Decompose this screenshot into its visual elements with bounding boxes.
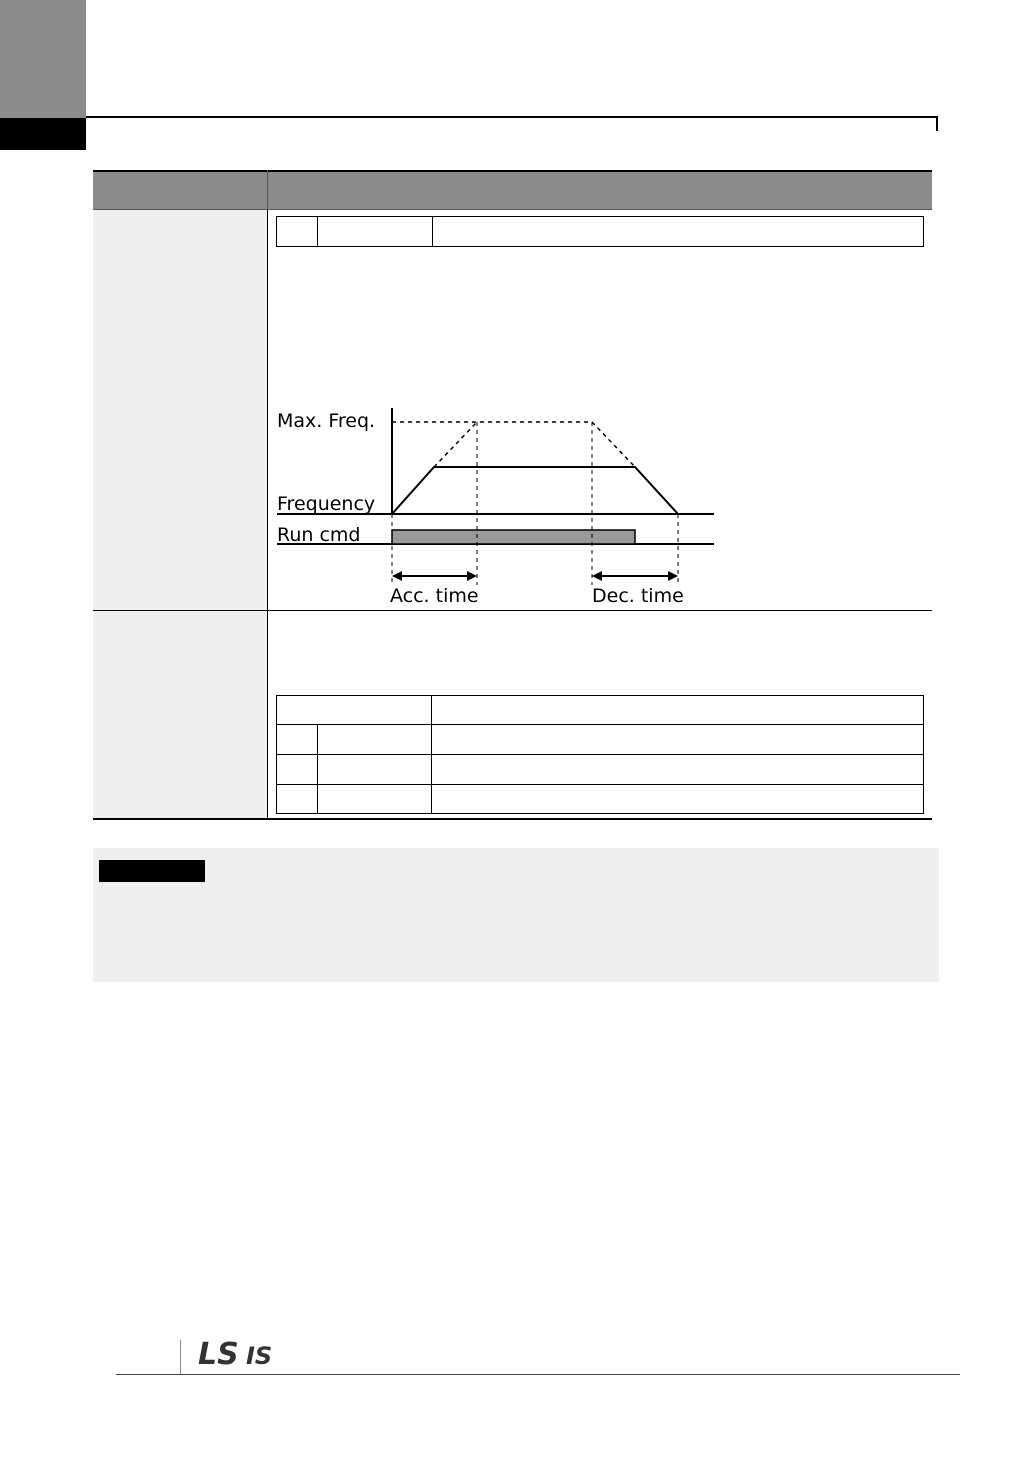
acc-time-arrowhead-left (392, 571, 402, 581)
setting-table-cell-divider (317, 216, 318, 247)
acc-time-arrowhead-right (467, 571, 477, 581)
table-header-divider (267, 170, 268, 210)
setting-table-col-divider (317, 724, 318, 814)
header-rule-tick (936, 116, 938, 131)
dec-time-arrowhead-right (668, 571, 678, 581)
table-header-row (93, 170, 932, 210)
acc-dec-time-diagram (270, 400, 730, 615)
table-bottom-rule (93, 818, 932, 820)
svg-text:IS: IS (246, 1342, 273, 1370)
note-tag (99, 860, 205, 882)
setting-table-row-divider (276, 754, 924, 755)
table-column-divider (267, 210, 268, 820)
note-box (93, 848, 939, 982)
setting-table-row-divider (276, 724, 924, 725)
svg-text:LS: LS (198, 1337, 239, 1372)
label-max-freq: Max. Freq. (277, 410, 376, 432)
label-frequency: Frequency (277, 493, 376, 515)
frequency-profile (392, 467, 678, 514)
acc-extension-dashed (434, 422, 477, 467)
setting-table-col-divider (431, 695, 432, 814)
dec-time-arrowhead-left (592, 571, 602, 581)
label-dec-time: Dec. time (592, 585, 684, 607)
chapter-tab-gray (0, 0, 86, 118)
dec-extension-dashed (592, 422, 635, 467)
chapter-tab-black (0, 118, 86, 150)
run-cmd-bar (392, 530, 635, 544)
setting-table-cell-divider (432, 216, 433, 247)
lsis-logo (196, 1334, 284, 1374)
label-acc-time: Acc. time (390, 585, 479, 607)
table-left-column (93, 210, 267, 820)
footer-rule (116, 1374, 960, 1375)
setting-table-row-divider (276, 784, 924, 785)
label-run-cmd: Run cmd (277, 524, 361, 546)
setting-table-row (276, 216, 924, 247)
header-rule (86, 116, 938, 118)
footer-tick (180, 1340, 181, 1375)
